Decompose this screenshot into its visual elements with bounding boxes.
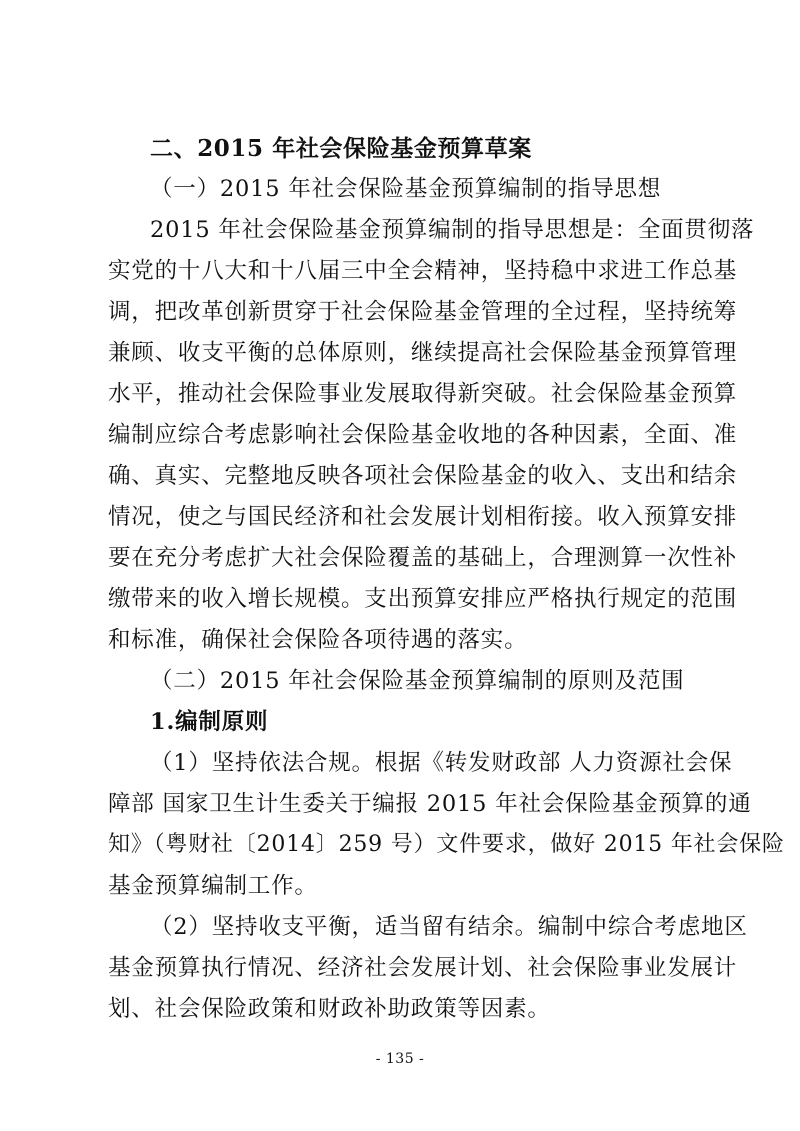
paragraph-line: 基金预算执行情况、经济社会发展计划、社会保险事业发展计	[108, 955, 738, 981]
paragraph-line: （2）坚持收支平衡，适当留有结余。编制中综合考虑地区	[150, 914, 748, 940]
paragraph-line: 缴带来的收入增长规模。支出预算安排应严格执行规定的范围	[108, 586, 738, 612]
paragraph-line: 障部 国家卫生计生委关于编报 2015 年社会保险基金预算的通	[108, 791, 752, 817]
subsection-2-heading: （二）2015 年社会保险基金预算编制的原则及范围	[150, 668, 685, 694]
subsection-1-heading: （一）2015 年社会保险基金预算编制的指导思想	[150, 176, 662, 202]
paragraph-line: 兼顾、收支平衡的总体原则，继续提高社会保险基金预算管理	[108, 340, 738, 366]
paragraph-line: 调，把改革创新贯穿于社会保险基金管理的全过程，坚持统筹	[108, 299, 738, 325]
paragraph-line: 划、社会保险政策和财政补助政策等因素。	[108, 996, 551, 1022]
paragraph-line: 基金预算编制工作。	[108, 873, 318, 899]
paragraph-line: 编制应综合考虑影响社会保险基金收地的各种因素，全面、准	[108, 422, 738, 448]
page-number: - 135 -	[375, 1051, 425, 1067]
paragraph-line: 知》（粤财社〔2014〕259 号）文件要求，做好 2015 年社会保险	[108, 832, 785, 857]
paragraph-line: 要在充分考虑扩大社会保险覆盖的基础上，合理测算一次性补	[108, 545, 738, 571]
paragraph-line: （1）坚持依法合规。根据《转发财政部 人力资源社会保	[150, 750, 733, 776]
paragraph-line: 2015 年社会保险基金预算编制的指导思想是：全面贯彻落	[150, 217, 755, 243]
section-heading: 二、2015 年社会保险基金预算草案	[150, 135, 532, 162]
paragraph-line: 情况，使之与国民经济和社会发展计划相衔接。收入预算安排	[108, 504, 738, 530]
paragraph-line: 和标准，确保社会保险各项待遇的落实。	[108, 627, 528, 653]
paragraph-line: 水平，推动社会保险事业发展取得新突破。社会保险基金预算	[108, 381, 738, 407]
paragraph-line: 确、真实、完整地反映各项社会保险基金的收入、支出和结余	[108, 463, 738, 489]
item-1-heading: 1.编制原则	[150, 709, 269, 735]
paragraph-line: 实党的十八大和十八届三中全会精神，坚持稳中求进工作总基	[108, 258, 738, 284]
